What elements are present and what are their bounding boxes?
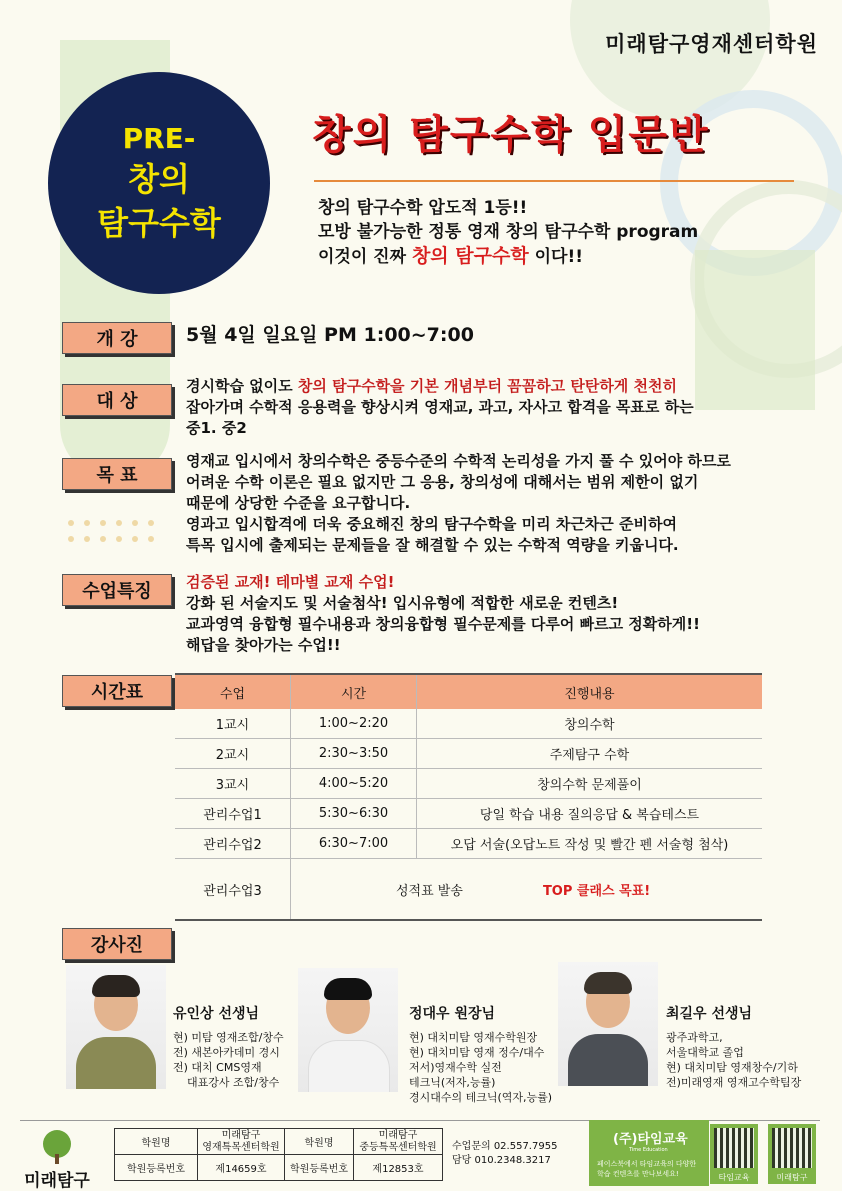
teacher-name: 유인상 선생님 (173, 1006, 260, 1022)
academy-logo (22, 1130, 92, 1191)
contact-phone: 수업문의 02.557.7955 (452, 1141, 558, 1152)
background-dots (68, 520, 154, 542)
schedule-highlight: TOP 클래스 목표! (542, 883, 651, 899)
contact-info (452, 1140, 557, 1168)
features-text: 검증된 교재! 테마별 교재 수업! 강화 된 서술지도 및 서술첨삭! 입시유형에 적합한 새로운 컨텐츠! 교과영역 융합형 필수내용과 창의융합형 필수문제를 다루어 빠르고 정확하게!! 해답을 찾아가는 수업!! (186, 573, 700, 654)
open-date: 5월 4일 일요일 PM 1:00~7:00 (186, 324, 474, 346)
intro-line: 창의 탐구수학 압도적 1등!! (318, 198, 528, 218)
time-education-title: (주)타임교육 (613, 1132, 688, 1147)
section-label-schedule: 시간표 (62, 675, 172, 707)
intro-line: 모방 불가능한 정통 영재 창의 탐구수학 program (318, 222, 699, 242)
qr-icon (772, 1128, 812, 1168)
features-highlight: 검증된 교재! 테마별 교재 수업! (186, 573, 395, 591)
schedule-last-text: 성적표 발송 (396, 883, 463, 899)
section-label-open: 개 강 (62, 322, 172, 354)
intro-text (318, 196, 698, 269)
background-green-rect (695, 250, 815, 410)
teacher-desc: 광주과학고, 서울대학교 졸업 현) 대치미탐 영재창수/기하 전)미래영재 영재고수학팀장 (666, 1031, 802, 1089)
program-badge (48, 72, 270, 294)
teacher-photo (558, 962, 658, 1086)
schedule-header: 시간 (291, 674, 417, 709)
qr-code-miraetamgu[interactable]: 미래탐구 (768, 1124, 816, 1184)
table-row: 관리수업1 5:30~6:30 당일 학습 내용 질의응답 & 복습테스트 (175, 799, 762, 829)
section-label-target: 대 상 (62, 384, 172, 416)
registration-table: 학원명 미래탐구 영재특목센터학원 학원명 미래탐구 중등특목센터학원 학원등록번호 제14659호 학원등록번호 제12853호 (114, 1128, 443, 1181)
teacher-desc: 현) 미탐 영재조합/창수 전) 새본아카데미 경시 전) 대치 CMS영재 대표강사 조합/창수 (173, 1031, 284, 1089)
section-label-teachers: 강사진 (62, 928, 172, 960)
intro-line: 이것이 진짜 창의 탐구수학 이다!! (318, 245, 583, 267)
teacher-desc: 현) 대치미탐 영재수학원장 현) 대치미탐 영재 정수/대수 저서)영재수학 실전 테크닉(저자,능률) 경시대수의 테크닉(역자,능률) (409, 1031, 553, 1104)
table-row: 1교시 1:00~2:20 창의수학 (175, 709, 762, 739)
contact-mobile: 담당 010.2348.3217 (452, 1155, 551, 1166)
time-education-subtitle: Time Education (629, 1147, 668, 1153)
time-education-note: 페이스북에서 타임교육의 다양한 학습 컨텐츠를 만나보세요! (597, 1160, 697, 1178)
page-title: 창의 탐구수학 입문반 (312, 112, 710, 158)
teacher-name: 최길우 선생님 (666, 1006, 753, 1022)
logo-text: 미래탐구 (24, 1171, 90, 1191)
intro-highlight: 창의 탐구수학 (411, 245, 529, 267)
badge-line: 창의 (128, 160, 190, 198)
schedule-table (175, 673, 762, 921)
table-row: 2교시 2:30~3:50 주제탐구 수학 (175, 739, 762, 769)
teacher-photo (298, 968, 398, 1092)
target-text: 경시학습 없이도 창의 탐구수학을 기본 개념부터 꼼꼼하고 탄탄하게 천천히 잡아가며 수학적 응용력을 향상시켜 영재교, 과고, 자사고 합격을 목표로 하는 중1. 중2 (186, 377, 694, 437)
qr-icon (714, 1128, 754, 1168)
time-education-banner (589, 1120, 709, 1186)
brand-name: 미래탐구영재센터학원 (605, 32, 818, 56)
qr-code-time-education[interactable]: 타임교육 (710, 1124, 758, 1184)
table-row: 관리수업3 성적표 발송 TOP 클래스 목표! (175, 859, 762, 921)
target-highlight: 창의 탐구수학을 기본 개념부터 꼼꼼하고 탄탄하게 천천히 (297, 377, 677, 395)
section-label-goal: 목 표 (62, 458, 172, 490)
badge-line: PRE- (122, 122, 196, 155)
goal-text: 영재교 입시에서 창의수학은 중등수준의 수학적 논리성을 가지 풀 수 있어야 하므로 어려운 수학 이론은 필요 없지만 그 응용, 창의성에 대해서는 범위 제한이 없기 때문에 상당한 수준을 요구합니다. 영과고 입시합격에 더욱 중요해진 창의 탐구수학을 미리 차근차근 준비하여 특목 입시에 출제되는 문제들을 잘 해결할 수 있는 수학적 역량을 키웁니다. (186, 452, 731, 554)
table-row: 3교시 4:00~5:20 창의수학 문제풀이 (175, 769, 762, 799)
teacher-name: 정대우 원장님 (409, 1006, 496, 1022)
schedule-header: 수업 (175, 674, 291, 709)
section-label-features: 수업특징 (62, 574, 172, 606)
teacher-photo (66, 965, 166, 1089)
table-row: 관리수업2 6:30~7:00 오답 서술(오답노트 작성 및 빨간 펜 서술형 첨삭) (175, 829, 762, 859)
title-divider (314, 180, 794, 182)
tree-icon (43, 1130, 71, 1158)
schedule-header-row (175, 674, 762, 709)
badge-line: 탐구수학 (97, 204, 221, 242)
schedule-header: 진행내용 (417, 674, 763, 709)
